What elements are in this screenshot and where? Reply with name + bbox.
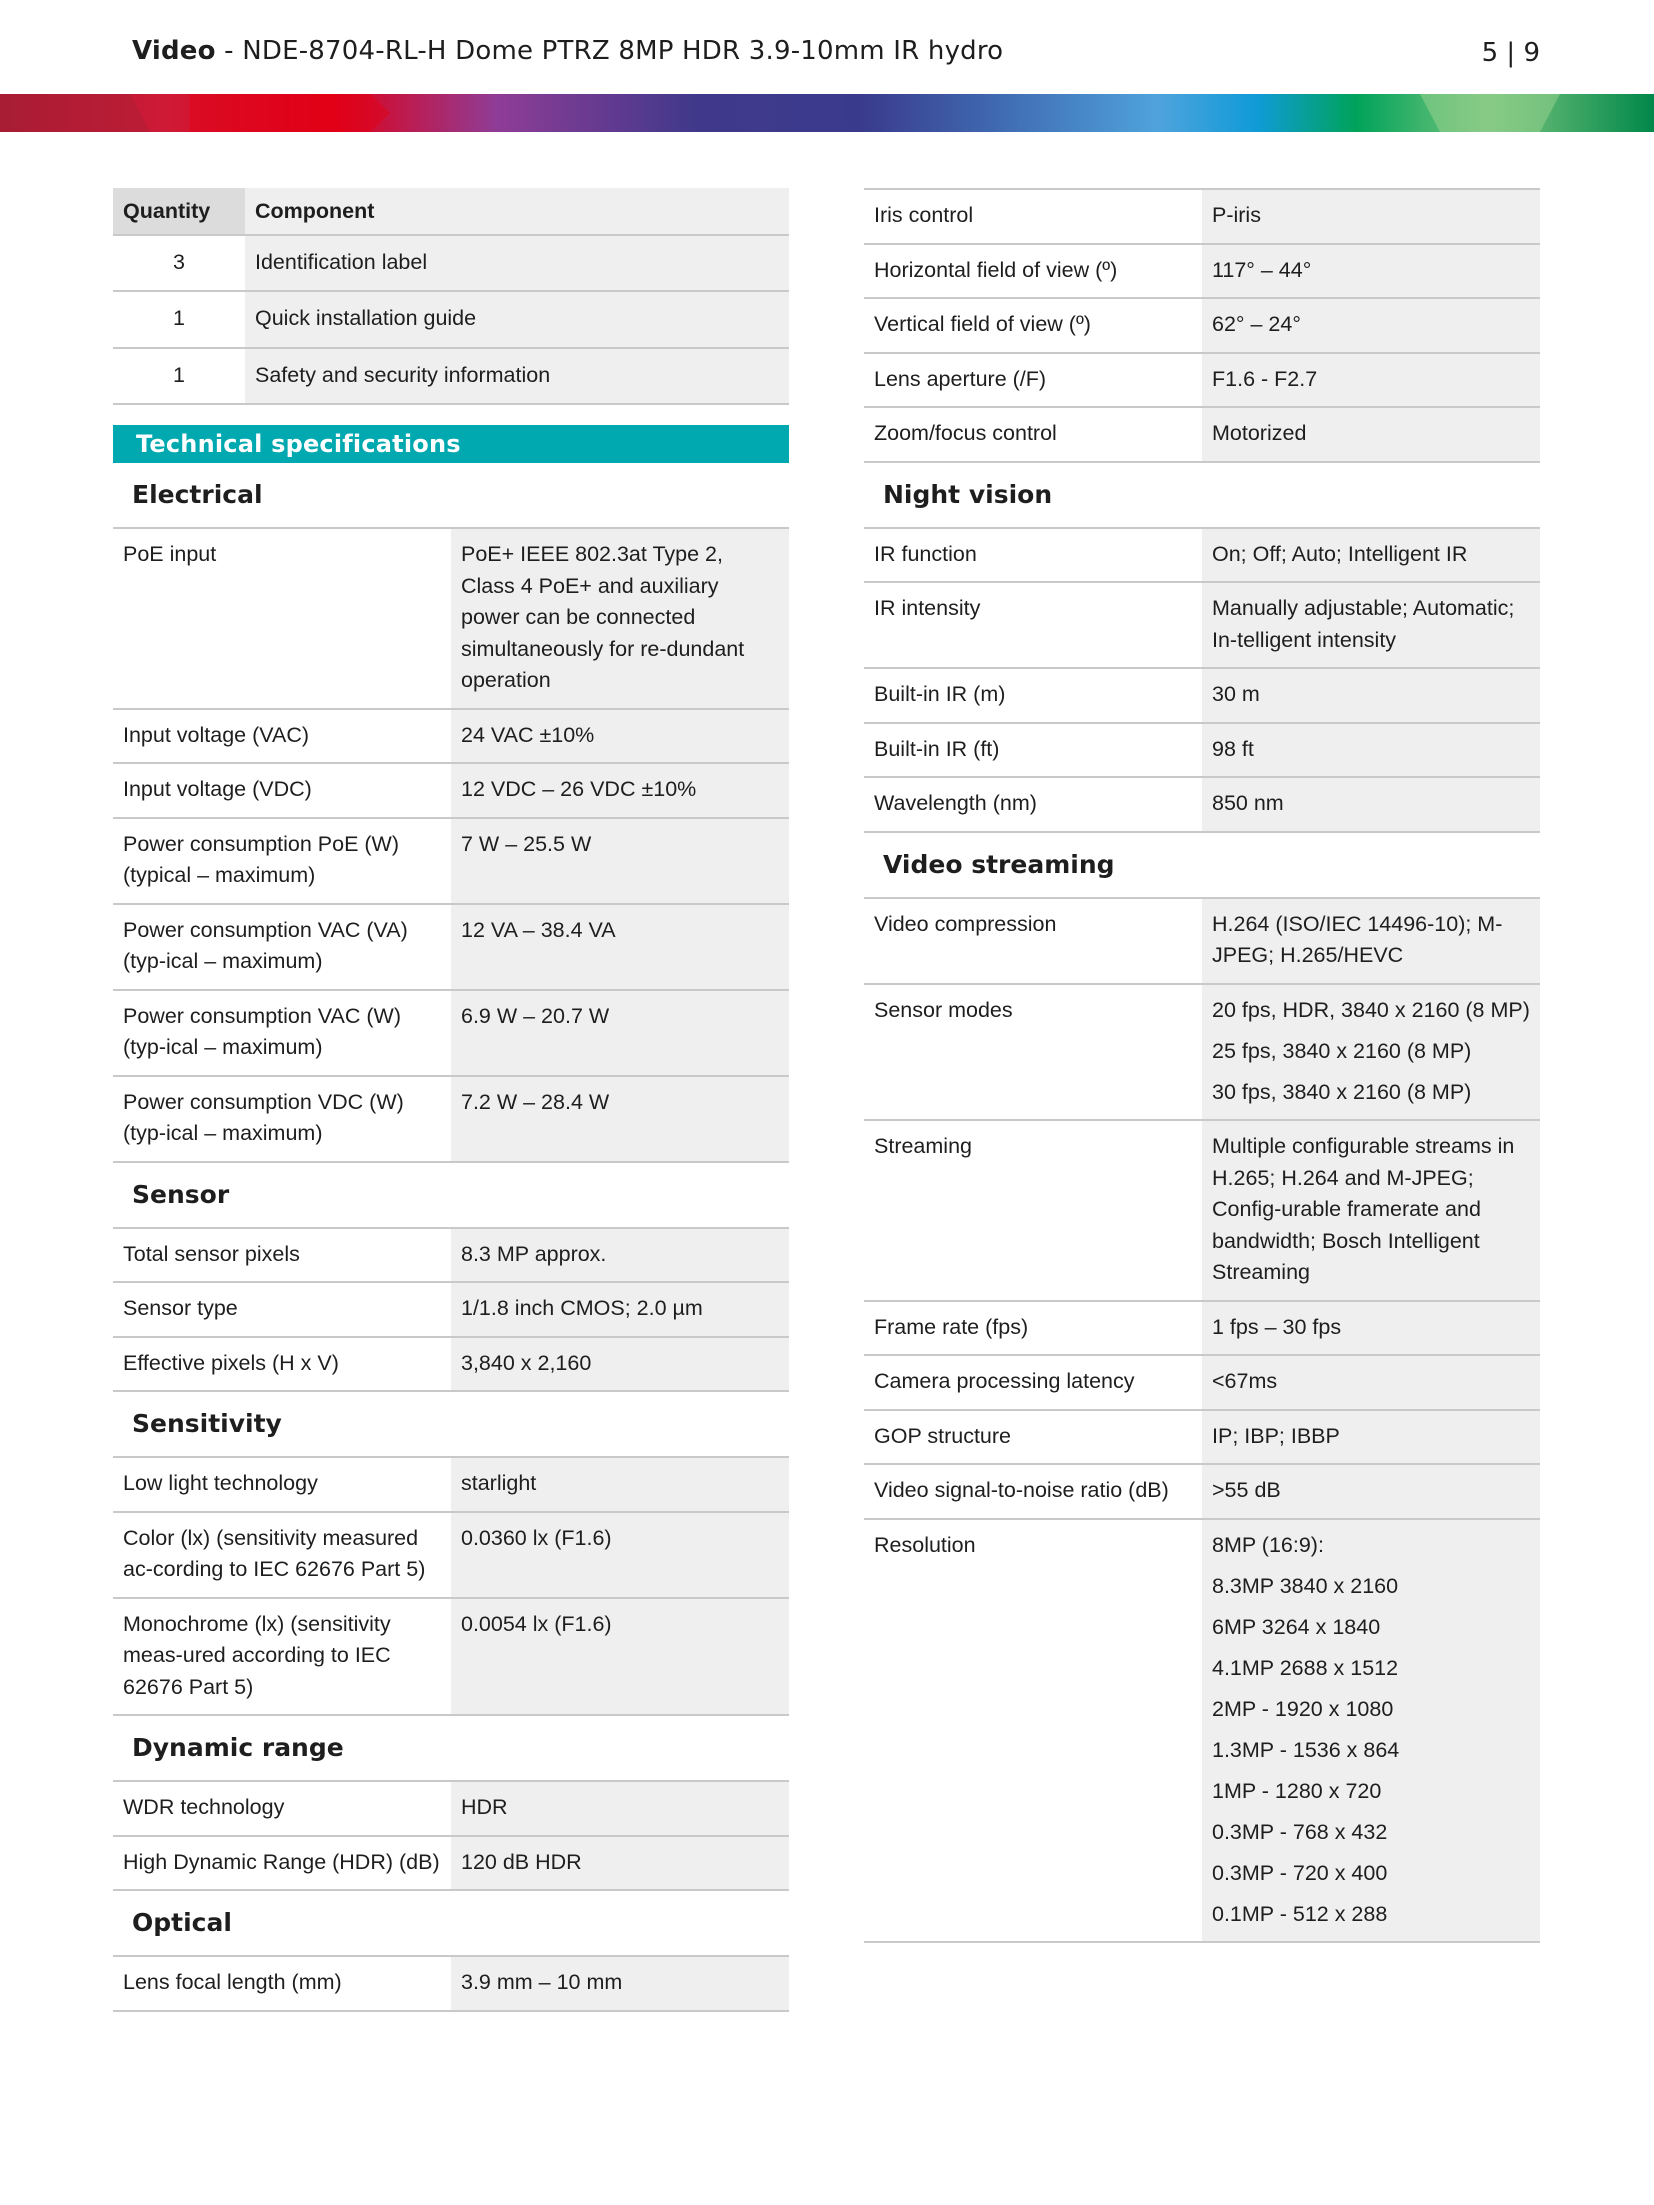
spec-value: PoE+ IEEE 802.3at Type 2, Class 4 PoE+ and auxiliary power can be connected simultaneously for re-dundant operation: [451, 528, 789, 709]
spec-value: [1202, 984, 1540, 1121]
spec-label: Power consumption PoE (W) (typical – maximum): [113, 818, 451, 904]
spec-row: [864, 353, 1540, 408]
spec-row: [864, 244, 1540, 299]
spec-value: P-iris: [1202, 189, 1540, 244]
spec-value: 12 VDC – 26 VDC ±10%: [451, 763, 789, 818]
spec-label: Power consumption VDC (W) (typ-ical – maximum): [113, 1076, 451, 1162]
spec-row: [864, 1410, 1540, 1465]
spec-value: Motorized: [1202, 407, 1540, 462]
spec-label: Frame rate (fps): [864, 1301, 1202, 1356]
spec-value-line: 8MP (16:9):: [1212, 1532, 1324, 1557]
scope-header-row: [113, 188, 789, 235]
spec-value: starlight: [451, 1457, 789, 1512]
spec-table: [113, 1227, 789, 1393]
spec-label: Streaming: [864, 1120, 1202, 1301]
quantity-cell: 1: [113, 291, 245, 348]
spec-value-line: 0.1MP - 512 x 288: [1212, 1901, 1388, 1926]
spec-value: 12 VA – 38.4 VA: [451, 904, 789, 990]
spec-value: IP; IBP; IBBP: [1202, 1410, 1540, 1465]
spec-row: [864, 528, 1540, 583]
spec-table: [864, 527, 1540, 833]
spec-value-line: 2MP - 1920 x 1080: [1212, 1696, 1394, 1721]
spec-row: [113, 1836, 789, 1891]
spec-row: [113, 763, 789, 818]
spec-row: [864, 407, 1540, 462]
spec-value: 1/1.8 inch CMOS; 2.0 µm: [451, 1282, 789, 1337]
spec-value-line: 8.3MP 3840 x 2160: [1212, 1573, 1399, 1598]
spec-label: IR function: [864, 528, 1202, 583]
spec-label: Effective pixels (H x V): [113, 1337, 451, 1392]
spec-label: Color (lx) (sensitivity measured ac-cording to IEC 62676 Part 5): [113, 1512, 451, 1598]
spec-row: [864, 984, 1540, 1121]
table-row: [113, 291, 789, 348]
spec-row: [113, 1337, 789, 1392]
spec-value: On; Off; Auto; Intelligent IR: [1202, 528, 1540, 583]
spec-value: >55 dB: [1202, 1464, 1540, 1519]
spec-row: [113, 818, 789, 904]
spec-value-line: 0.3MP - 720 x 400: [1212, 1860, 1388, 1885]
spec-row: [864, 1301, 1540, 1356]
spec-table: [113, 1955, 789, 2012]
component-cell: Identification label: [245, 235, 789, 292]
spec-value: 850 nm: [1202, 777, 1540, 832]
optical-continued: [864, 188, 1540, 463]
spec-row: [113, 1781, 789, 1836]
spec-value: F1.6 - F2.7: [1202, 353, 1540, 408]
section-title: Sensitivity: [132, 1409, 282, 1438]
section-title: Video streaming: [883, 849, 1115, 879]
section-title: Sensor: [132, 1179, 230, 1209]
section-title: Dynamic range: [132, 1733, 344, 1762]
spec-row: [864, 189, 1540, 244]
spec-value: 7 W – 25.5 W: [451, 818, 789, 904]
spec-value-line: 25 fps, 3840 x 2160 (8 MP): [1212, 1038, 1472, 1063]
spec-row: [864, 1120, 1540, 1301]
spec-value-line: 30 fps, 3840 x 2160 (8 MP): [1212, 1079, 1472, 1104]
spec-value: 0.0054 lx (F1.6): [451, 1598, 789, 1716]
spec-label: Wavelength (nm): [864, 777, 1202, 832]
spec-row: [864, 723, 1540, 778]
spec-label: Low light technology: [113, 1457, 451, 1512]
spec-value: 7.2 W – 28.4 W: [451, 1076, 789, 1162]
spec-value: HDR: [451, 1781, 789, 1836]
spec-value: Manually adjustable; Automatic; In-telligent intensity: [1202, 582, 1540, 668]
spec-label: Lens focal length (mm): [113, 1956, 451, 2011]
spec-row: [113, 1076, 789, 1162]
spec-label: Resolution: [864, 1519, 1202, 1943]
spec-value-line: 6MP 3264 x 1840: [1212, 1614, 1381, 1639]
spec-row: [113, 528, 789, 709]
component-cell: Safety and security information: [245, 348, 789, 405]
quantity-cell: 1: [113, 348, 245, 405]
spec-row: [864, 1464, 1540, 1519]
spec-value-line: 4.1MP 2688 x 1512: [1212, 1655, 1399, 1680]
spec-row: [113, 904, 789, 990]
spec-label: Input voltage (VDC): [113, 763, 451, 818]
section-title: Night vision: [883, 479, 1053, 509]
quantity-cell: 3: [113, 235, 245, 292]
spec-table: [113, 527, 789, 1163]
spec-label: Input voltage (VAC): [113, 709, 451, 764]
spec-label: Vertical field of view (º): [864, 298, 1202, 353]
spec-row: [113, 990, 789, 1076]
left-spec-sections: [113, 463, 789, 2012]
spec-label: Sensor type: [113, 1282, 451, 1337]
technical-specifications-banner: Technical specifications: [113, 425, 789, 463]
spec-row: [864, 668, 1540, 723]
spec-value-line: 0.3MP - 768 x 432: [1212, 1819, 1388, 1844]
spec-label: Camera processing latency: [864, 1355, 1202, 1410]
table-row: [113, 348, 789, 405]
spec-value: 0.0360 lx (F1.6): [451, 1512, 789, 1598]
spec-value-line: 20 fps, HDR, 3840 x 2160 (8 MP): [1212, 997, 1530, 1022]
spec-row: [864, 777, 1540, 832]
spec-value: H.264 (ISO/IEC 14496-10); M-JPEG; H.265/HEVC: [1202, 898, 1540, 984]
spec-row: [113, 1956, 789, 2011]
spec-label: Power consumption VAC (VA) (typ-ical – maximum): [113, 904, 451, 990]
spec-value: 6.9 W – 20.7 W: [451, 990, 789, 1076]
spec-value: <67ms: [1202, 1355, 1540, 1410]
right-column: [864, 188, 1540, 1943]
spec-label: Monochrome (lx) (sensitivity meas-ured according to IEC 62676 Part 5): [113, 1598, 451, 1716]
spec-table: [113, 1456, 789, 1716]
spec-value: 8.3 MP approx.: [451, 1228, 789, 1283]
left-column: [113, 188, 789, 2012]
spec-label: Power consumption VAC (W) (typ-ical – maximum): [113, 990, 451, 1076]
spec-row: [113, 1512, 789, 1598]
spec-value: 98 ft: [1202, 723, 1540, 778]
scope-of-delivery-table: [113, 188, 789, 405]
spec-label: Built-in IR (ft): [864, 723, 1202, 778]
spec-label: Video compression: [864, 898, 1202, 984]
spec-label: IR intensity: [864, 582, 1202, 668]
spec-value: 62° – 24°: [1202, 298, 1540, 353]
component-cell: Quick installation guide: [245, 291, 789, 348]
spec-value: 24 VAC ±10%: [451, 709, 789, 764]
title-category: Video: [132, 36, 216, 66]
spec-value: Multiple configurable streams in H.265; H.264 and M-JPEG; Config-urable framerate and bandwidth; Bosch Intelligent Streaming: [1202, 1120, 1540, 1301]
spec-row: [113, 1457, 789, 1512]
spec-label: Total sensor pixels: [113, 1228, 451, 1283]
spec-label: WDR technology: [113, 1781, 451, 1836]
spec-label: High Dynamic Range (HDR) (dB): [113, 1836, 451, 1891]
spec-row: [113, 1282, 789, 1337]
spec-row: [864, 898, 1540, 984]
page-number: 5 | 9: [1481, 38, 1540, 68]
spec-row: [113, 1228, 789, 1283]
spec-value: 1 fps – 30 fps: [1202, 1301, 1540, 1356]
spec-row: [113, 1598, 789, 1716]
spec-row: [864, 1519, 1540, 1943]
spec-value: 3,840 x 2,160: [451, 1337, 789, 1392]
title-product: - NDE-8704-RL-H Dome PTRZ 8MP HDR 3.9-10mm IR hydro: [215, 36, 1004, 66]
spec-label: Video signal-to-noise ratio (dB): [864, 1464, 1202, 1519]
document-title: [132, 36, 1003, 66]
spec-row: [864, 582, 1540, 668]
spec-label: Lens aperture (/F): [864, 353, 1202, 408]
spec-value: [1202, 1519, 1540, 1943]
spec-value: 3.9 mm – 10 mm: [451, 1956, 789, 2011]
spec-value: 120 dB HDR: [451, 1836, 789, 1891]
section-title: Optical: [132, 1908, 232, 1937]
spec-label: Horizontal field of view (º): [864, 244, 1202, 299]
spec-label: GOP structure: [864, 1410, 1202, 1465]
section-title: Electrical: [132, 480, 263, 509]
spec-label: Sensor modes: [864, 984, 1202, 1121]
spec-label: Built-in IR (m): [864, 668, 1202, 723]
spec-value: 30 m: [1202, 668, 1540, 723]
page-header: [0, 0, 1654, 94]
spec-label: PoE input: [113, 528, 451, 709]
spec-label: Zoom/focus control: [864, 407, 1202, 462]
spec-table: [113, 1780, 789, 1891]
table-row: [113, 235, 789, 292]
spec-row: [113, 709, 789, 764]
spec-row: [864, 1355, 1540, 1410]
spec-value: 117° – 44°: [1202, 244, 1540, 299]
spec-table: [864, 897, 1540, 1944]
spec-value-line: 1MP - 1280 x 720: [1212, 1778, 1382, 1803]
spec-table: [864, 188, 1540, 463]
spec-value-line: 1.3MP - 1536 x 864: [1212, 1737, 1400, 1762]
right-spec-sections: [864, 463, 1540, 1944]
header-component: Component: [245, 188, 789, 235]
spec-label: Iris control: [864, 189, 1202, 244]
brand-supergraphic: [0, 94, 1654, 132]
spec-row: [864, 298, 1540, 353]
header-quantity: Quantity: [113, 188, 245, 235]
